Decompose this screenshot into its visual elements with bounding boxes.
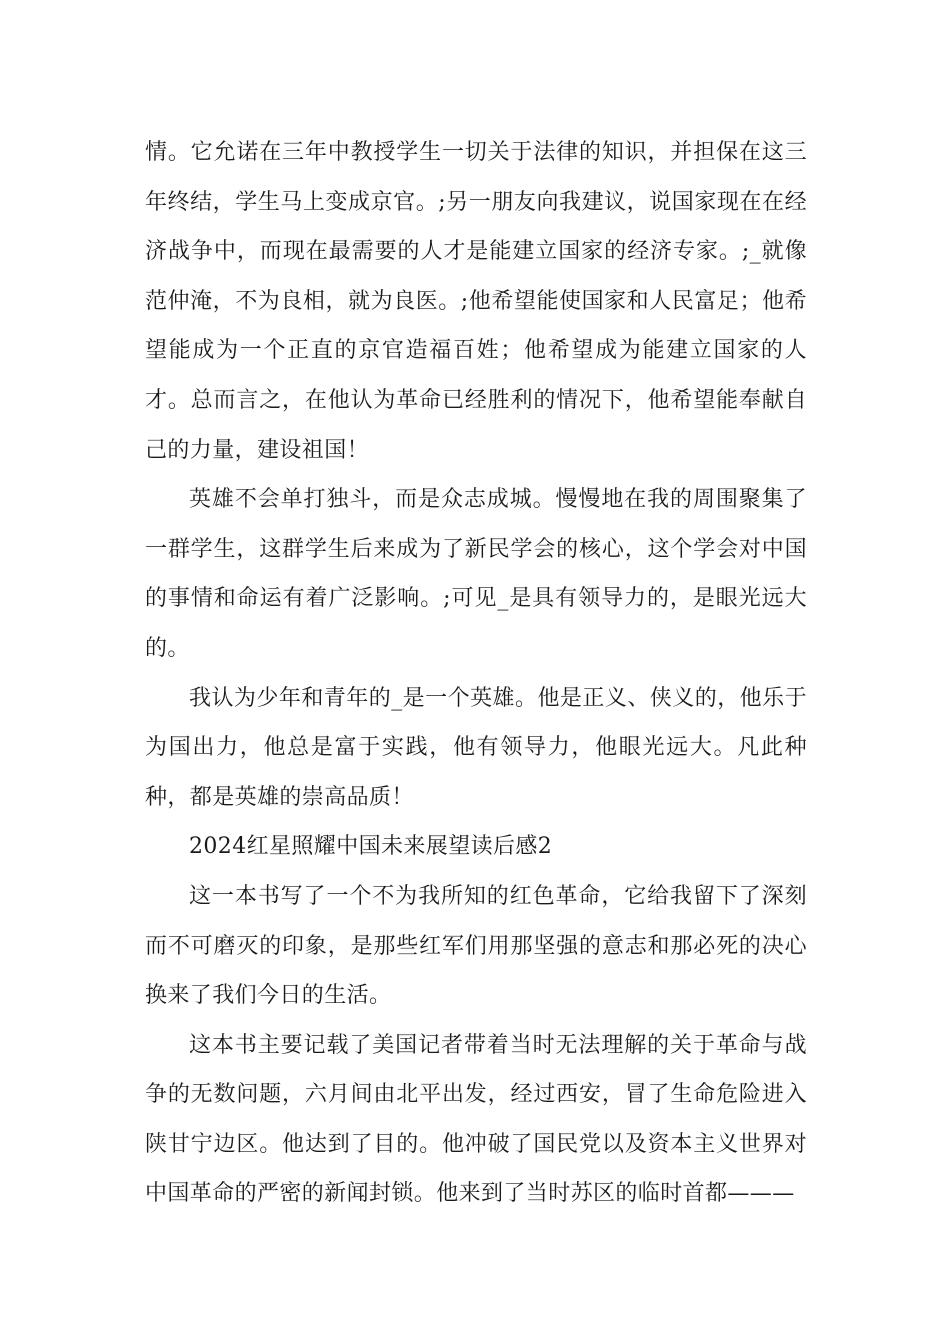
paragraph-book-summary: 这本书主要记载了美国记者带着当时无法理解的关于革命与战争的无数问题，六月间由北平出发，经过西安，冒了生命危险进入陕甘宁边区。他达到了目的。他冲破了国民党以及资本主义世界对中国革命的严密的新闻封锁。他来到了当时苏区的临时首都——— — [145, 1032, 807, 1207]
paragraph-hero-not-alone: 英雄不会单打独斗，而是众志成城。慢慢地在我的周围聚集了一群学生，这群学生后来成为了新民学会的核心，这个学会对中国的事情和命运有着广泛影响。;可见_是具有领导力的，是眼光远大的。 — [145, 487, 807, 661]
document-body — [145, 128, 807, 1219]
paragraph-book-impression: 这一本书写了一个不为我所知的红色革命，它给我留下了深刻而不可磨灭的印象，是那些红军们用那坚强的意志和那必死的决心换来了我们今日的生活。 — [145, 883, 807, 1009]
section-heading: 2024红星照耀中国未来展望读后感2 — [189, 834, 553, 860]
paragraph-hero-conclusion: 我认为少年和青年的_是一个英雄。他是正义、侠义的，他乐于为国出力，他总是富于实践，他有领导力，他眼光远大。凡此种种，都是英雄的崇高品质！ — [145, 685, 807, 810]
paragraph-continuation: 情。它允诺在三年中教授学生一切关于法律的知识，并担保在这三年终结，学生马上变成京官。;另一朋友向我建议，说国家现在在经济战争中，而现在最需要的人才是能建立国家的经济专家。;_就像范仲淹，不为良相，就为良医。;他希望能使国家和人民富足；他希望能成为一个正直的京官造福百姓；他希望成为能建立国家的人才。总而言之，在他认为革命已经胜利的情况下，他希望能奉献自己的力量，建设祖国！ — [145, 140, 807, 463]
